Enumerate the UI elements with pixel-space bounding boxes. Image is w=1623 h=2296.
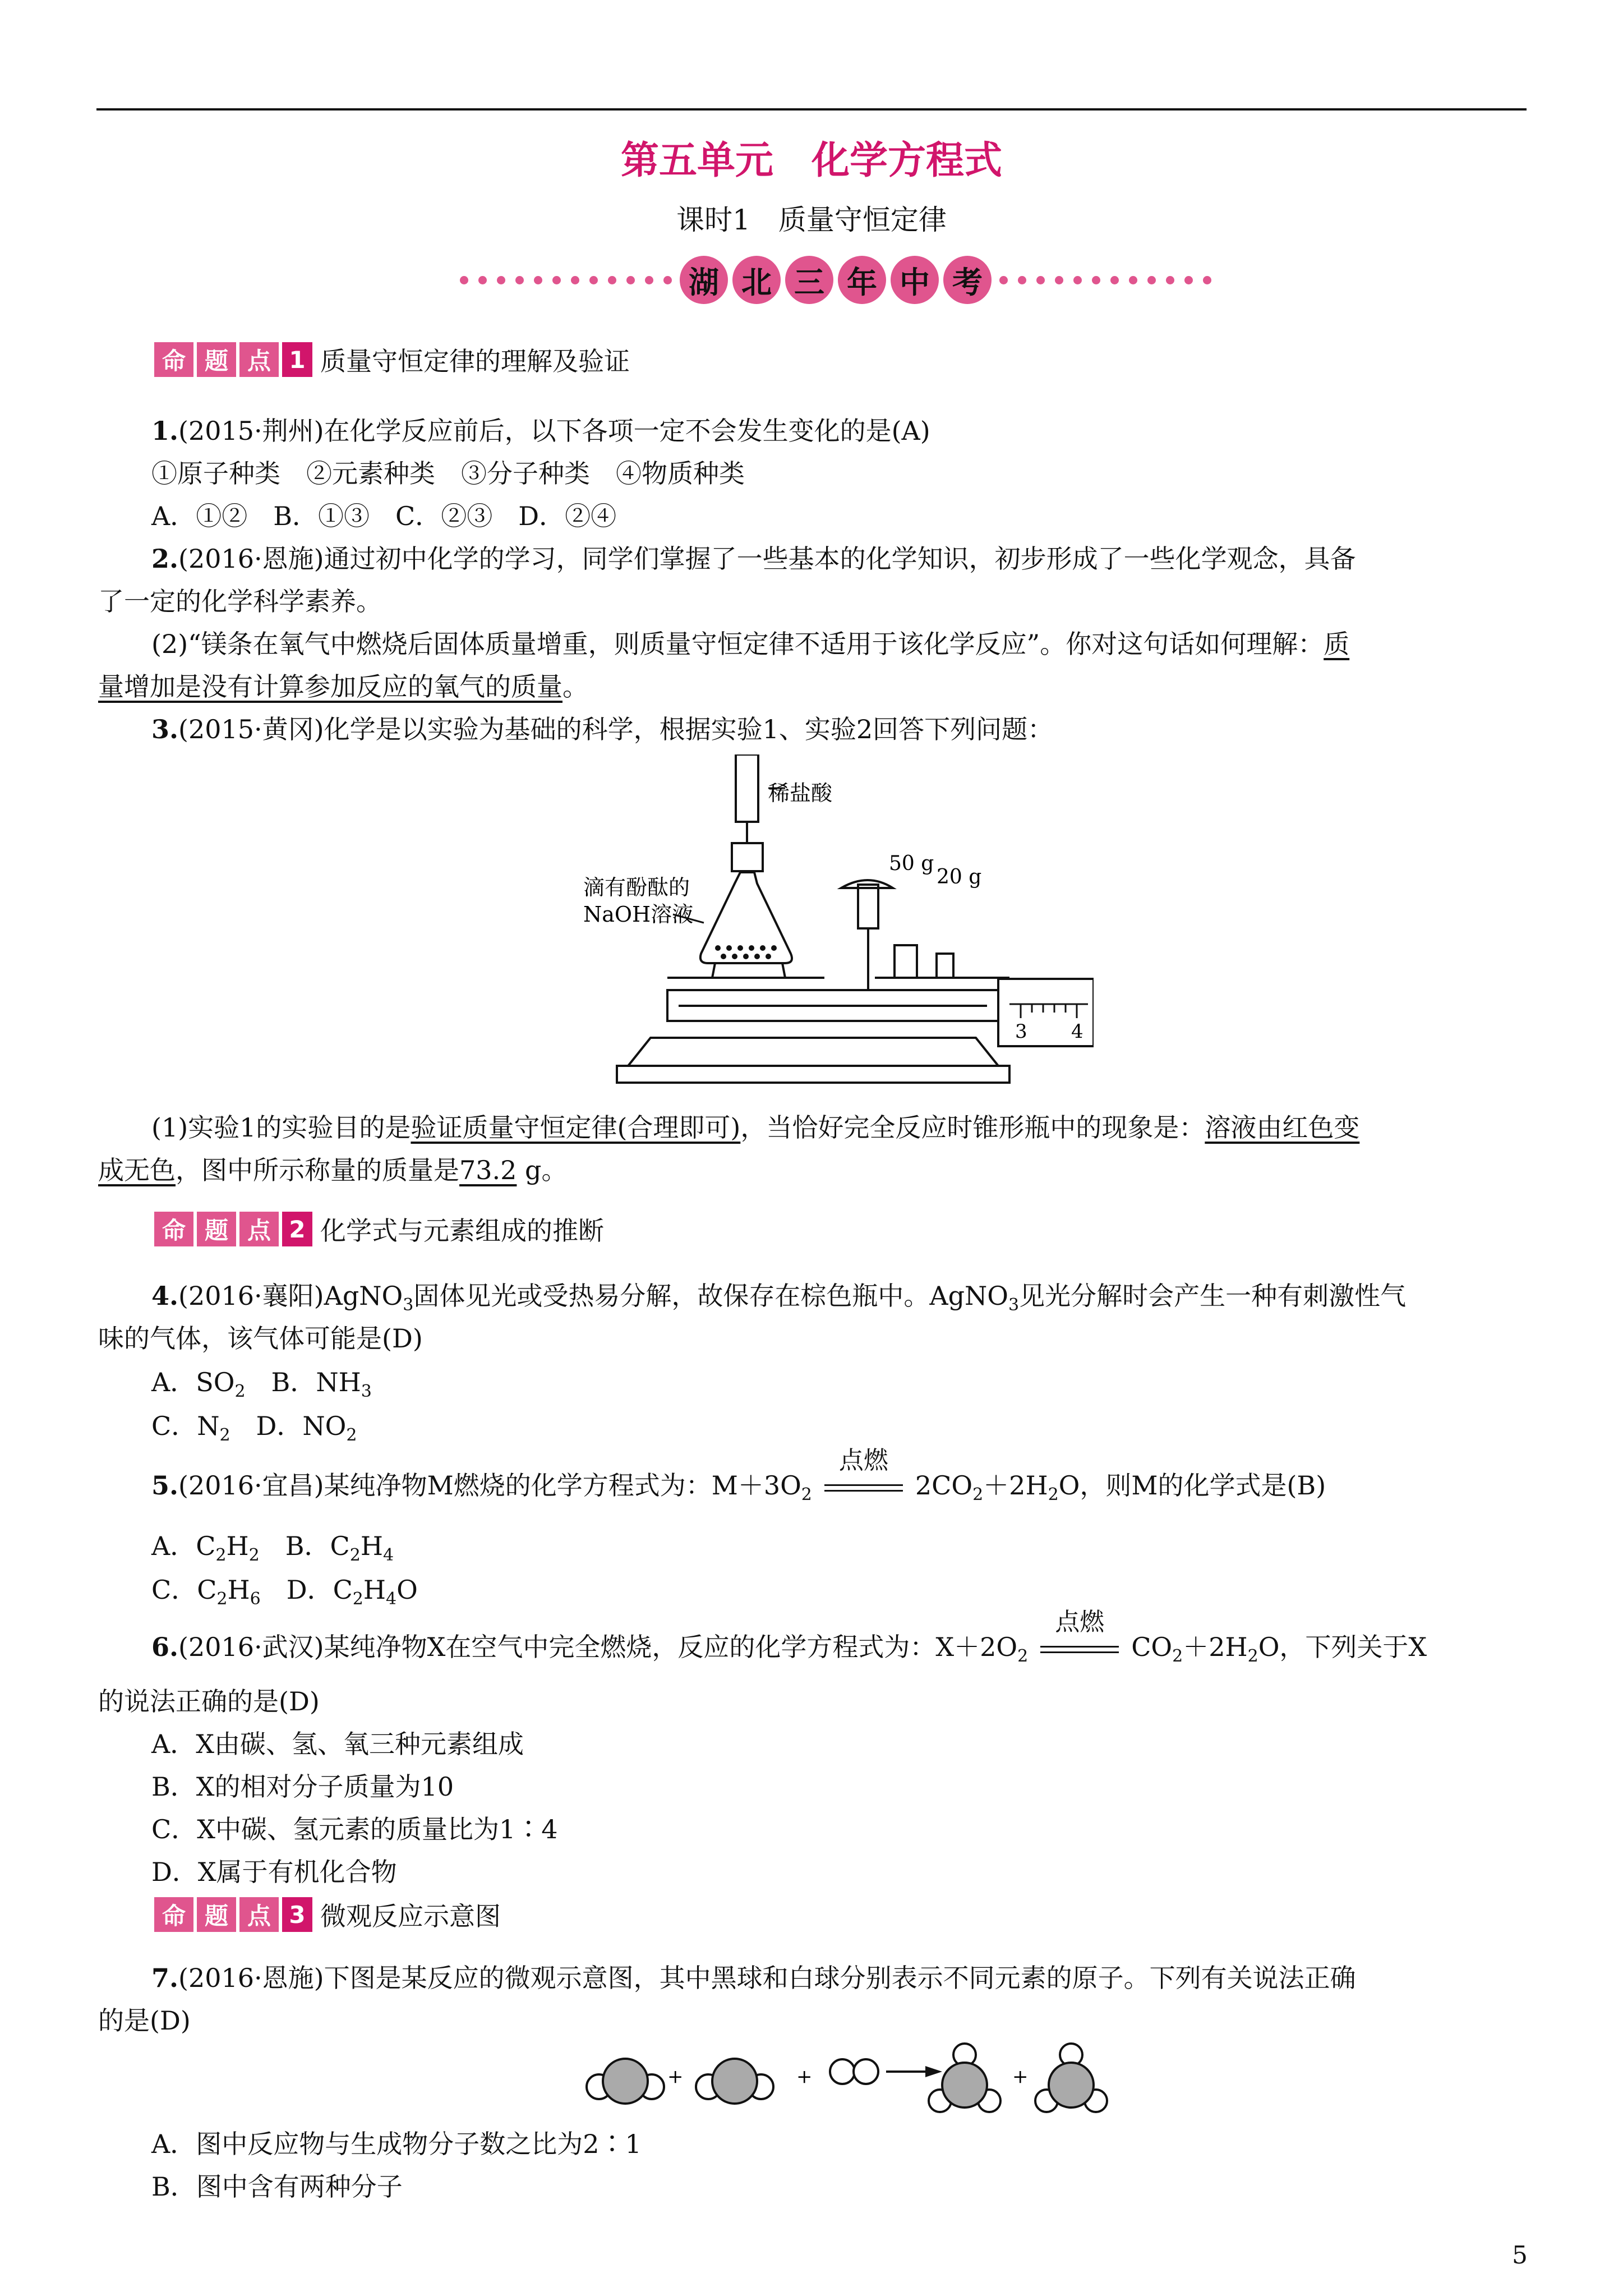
topic-tag-1: 命 题 点 1 质量守恒定律的理解及验证 — [154, 341, 630, 378]
q6-option-c: C．X中碳、氢元素的质量比为1∶4 — [151, 1814, 558, 1844]
q7-line2: 的是(D) — [98, 2005, 191, 2036]
q4-options-ab: A．$SO_2$ B．$NH_3$ — [151, 1367, 372, 1402]
dropper-tube — [736, 754, 758, 822]
flask — [700, 872, 792, 963]
label-20g: 20 g — [937, 866, 982, 889]
label-solution-2: NaOH溶液 — [583, 902, 694, 927]
q6-option-b: B．X的相对分子质量为10 — [151, 1772, 454, 1802]
banner-char: 三 — [785, 256, 833, 304]
topic-title: 微观反应示意图 — [320, 1901, 501, 1931]
q6-option-d: D．X属于有机化合物 — [151, 1857, 397, 1887]
counterweight — [858, 885, 878, 928]
q2-answer: 量增加是没有计算参加反应的氧气的质量。 — [98, 671, 588, 702]
q7-option-a: A．图中反应物与生成物分子数之比为2∶1 — [151, 2129, 642, 2159]
banner-char: 年 — [838, 256, 886, 304]
q2-sub: (2)“镁条在氧气中燃烧后固体质量增重，则质量守恒定律不适用于该化学反应”。你对这句话如何理解：质 — [151, 629, 1350, 659]
q4-options-cd: C．$N_2$ D．$NO_2$ — [151, 1411, 357, 1446]
question-6: 6.(2016·武汉)某纯净物X在空气中完全燃烧，反应的化学方程式为：$X+2O_2$ 点燃 $CO_2+2H_2O$，下列关于X — [151, 1608, 1427, 1667]
lesson-title: 课时1 质量守恒定律 — [676, 204, 947, 236]
scale-mark-3: 3 — [1015, 1020, 1027, 1043]
q5-options-ab: A．$C_2H_2$ B．$C_2H_4$ — [151, 1531, 394, 1566]
unit-title: 第五单元 化学方程式 — [620, 139, 1002, 183]
banner-char: 湖 — [680, 256, 728, 304]
label-solution-1: 滴有酚酞的 — [583, 875, 690, 900]
banner-char: 考 — [943, 256, 992, 304]
question-7: 7.(2016·恩施)下图是某反应的微观示意图，其中黑球和白球分别表示不同元素的原子。下列有关说法正确 — [151, 1963, 1356, 1993]
question-5: 5.(2016·宜昌)某纯净物M燃烧的化学方程式为：$M+3O_2$ 点燃 $2CO_2+2H_2O$，则M的化学式是(B) — [151, 1446, 1326, 1505]
section-banner — [437, 254, 1234, 306]
q2-line2: 了一定的化学科学素养。 — [98, 586, 382, 616]
scale-base — [628, 1038, 998, 1066]
banner-char: 北 — [732, 256, 781, 304]
label-50g: 50 g — [889, 852, 934, 875]
stopper — [732, 843, 763, 871]
molecule-diagram — [583, 2033, 1133, 2118]
plus-sign: + — [796, 2065, 813, 2088]
topic-title: 化学式与元素组成的推断 — [320, 1216, 604, 1246]
label-acid: 稀盐酸 — [768, 781, 833, 806]
topic-title: 质量守恒定律的理解及验证 — [320, 346, 630, 376]
q3-answer: 成无色，图中所示称量的质量是73.2 g。 — [98, 1155, 568, 1185]
q1-options: A．①② B．①③ C．②③ D．②④ — [151, 501, 617, 531]
banner-dots-left — [460, 276, 672, 284]
banner-char: 中 — [891, 256, 939, 304]
q5-options-cd: C．$C_2H_6$ D．$C_2H_4O$ — [151, 1575, 418, 1609]
q1-items: ①原子种类 ②元素种类 ③分子种类 ④物质种类 — [151, 458, 745, 489]
question-3: 3.(2015·黄冈)化学是以实验为基础的科学，根据实验1、实验2回答下列问题： — [151, 714, 1054, 744]
top-rule — [96, 108, 1527, 111]
page-number: 5 — [1512, 2241, 1528, 2270]
plus-sign: + — [667, 2065, 684, 2088]
topic-tag-2: 命 题 点 2 化学式与元素组成的推断 — [154, 1211, 604, 1248]
question-2: 2.(2016·恩施)通过初中化学的学习，同学们掌握了一些基本的化学知识，初步形成了一些化学观念，具备 — [151, 544, 1356, 574]
q6-option-a: A．X由碳、氢、氧三种元素组成 — [151, 1729, 524, 1759]
plus-sign: + — [1012, 2065, 1029, 2088]
topic-tag-3: 命 题 点 3 微观反应示意图 — [154, 1896, 501, 1933]
reaction-condition: 点燃 — [1040, 1638, 1119, 1660]
question-1: 1.(2015·荆州)在化学反应前后，以下各项一定不会发生变化的是(A) — [151, 416, 930, 446]
q4-line2: 味的气体，该气体可能是(D) — [98, 1323, 423, 1354]
experiment-figure — [583, 754, 1094, 1099]
scale-mark-4: 4 — [1071, 1020, 1083, 1043]
weight-50g — [895, 945, 917, 978]
weight-20g — [937, 954, 953, 978]
q3-sub: (1)实验1的实验目的是验证质量守恒定律(合理即可)，当恰好完全反应时锥形瓶中的现象是：溶液由红色变 — [151, 1112, 1360, 1143]
q6-line2: 的说法正确的是(D) — [98, 1686, 320, 1717]
question-4: 4.(2016·襄阳)AgNO$_3$固体见光或受热易分解，故保存在棕色瓶中。AgNO$_3$见光分解时会产生一种有刺激性气 — [151, 1281, 1407, 1315]
banner-dots-right — [999, 276, 1211, 284]
reaction-condition: 点燃 — [824, 1476, 903, 1499]
q7-option-b: B．图中含有两种分子 — [151, 2171, 403, 2202]
